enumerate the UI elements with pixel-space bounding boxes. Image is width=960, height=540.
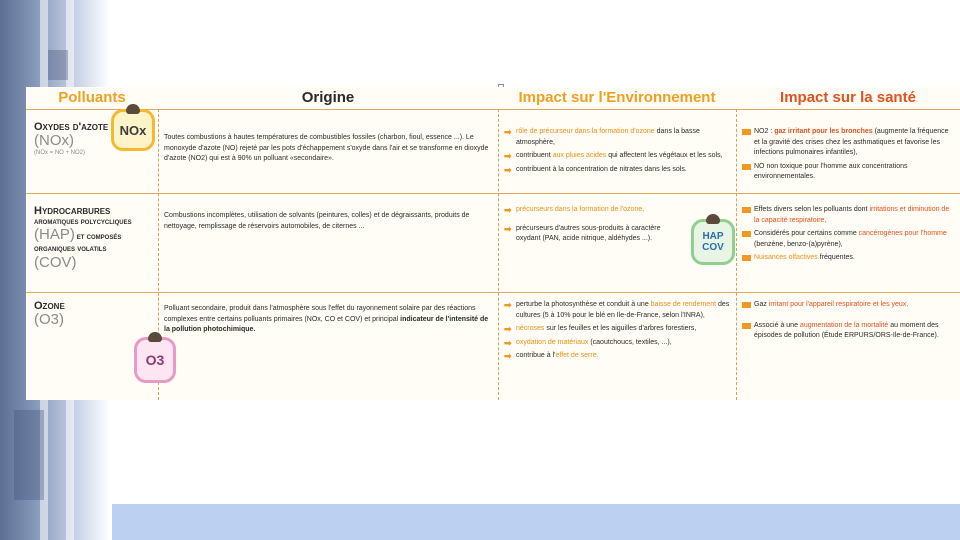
- o3-badge-icon: O3: [134, 337, 176, 383]
- env-cell: [504, 197, 684, 290]
- face-icon: [126, 104, 140, 114]
- table-header: [26, 87, 960, 109]
- list-item: ➡ oxydation de matériaux (caoutchoucs, textiles, ...),: [504, 337, 672, 348]
- list-item: Nuisances olfactives fréquentes.: [742, 253, 956, 264]
- pollutant-abbr: (HAP): [34, 226, 75, 243]
- divider: [26, 193, 960, 194]
- list-item: Considérés pour certains comme cancérogènes pour l'homme (benzène, benzo-(a)pyrène),: [742, 229, 956, 250]
- pollutant-name-2: aromatiques polycycliques: [34, 217, 132, 226]
- decoration-square: [48, 50, 68, 80]
- list-item: NO non toxique pour l'homme aux concentrations environnementales.: [742, 162, 956, 183]
- table-row: [26, 197, 960, 290]
- pollutant-name: Ozone: [34, 300, 65, 312]
- bullet-icon: [742, 255, 751, 261]
- list-item: ➡ contribuent aux pluies acides qui affectent les végétaux et les sols,: [504, 151, 723, 161]
- pollutants-table: [26, 87, 960, 400]
- bullet-icon: [742, 129, 751, 135]
- bullet-icon: [742, 207, 751, 213]
- list-item: ➡ rôle de précurseur dans la formation d'ozone dans la basse atmosphère,: [504, 127, 700, 146]
- list-item: Effets divers selon les polluants dont irritations et diminution de la capacité respiratoire,: [742, 205, 956, 226]
- list-item: ➡ contribue à l'effet de serre.: [504, 351, 599, 361]
- pollutant-abbr: (NOx): [34, 132, 74, 149]
- face-icon: [706, 214, 720, 224]
- origin-cell: Combustions incomplètes, utilisation de solvants (peintures, colles) et de dégraissants, produits de nettoyage, remplissage de réservoirs automobiles, de citernes ...: [164, 212, 470, 230]
- nox-badge-icon: NOx: [111, 109, 155, 151]
- pollutant-name: Oxydes d'azote: [34, 121, 109, 133]
- pollutant-name-3: et composés organiques volatils: [34, 232, 122, 253]
- hap-cov-badge-icon: HAP COV: [691, 219, 735, 265]
- decoration-square: [14, 410, 44, 500]
- pollutant-abbr-2: (COV): [34, 254, 77, 271]
- list-item: ➡ perturbe la photosynthèse et conduit à une baisse de rendement des cultures (5 à 10% pour le blé en Ile-de-France, selon l'INRA),: [504, 300, 730, 319]
- list-item: ➡ nécroses sur les feuilles et les aiguilles d'arbres forestiers,: [504, 324, 697, 334]
- bullet-icon: [742, 323, 751, 329]
- list-item: Associé à une augmentation de la mortalité au moment des épisodes de pollution (Étude ERPURS/ORS-Ile-de-France).: [742, 321, 956, 342]
- origin-cell: Toutes combustions à hautes températures de combustibles fossiles (charbon, fioul, essence ...). Le monoxyde d'azote (NO) rejeté par les pots d'échappement s'oxyde dans l'air et se transforme en dioxyde d'azote (NO2) qui est à 90% un polluant «secondaire».: [164, 134, 489, 162]
- list-item: ➡ précurseurs d'autres sous-produits à caractère oxydant (PAN, acide nitrique, aldéhydes ...).: [504, 223, 661, 242]
- pollutant-cell: [34, 197, 154, 290]
- health-cell: [742, 113, 956, 191]
- pollutant-formula: (NOx = NO + NO2): [34, 150, 86, 156]
- bullet-icon: [742, 164, 751, 170]
- origin-cell: Polluant secondaire, produit dans l'atmosphère sous l'effet du rayonnement solaire par des réactions complexes entre certains polluants primaires (NOx, CO et COV) et principal indicateur de l'intensité de la pollution photochimique.: [164, 305, 489, 333]
- divider: [26, 292, 960, 293]
- health-cell: [742, 197, 956, 290]
- list-item: Gaz irritant pour l'appareil respiratoire et les yeux,: [742, 300, 956, 311]
- pollutant-name: Hydrocarbures: [34, 205, 111, 217]
- header-polluants: Polluants: [58, 89, 126, 106]
- face-icon: [148, 332, 162, 342]
- list-item: NO2 : gaz irritant pour les bronches (augmente la fréquence et la gravité des crises chez les asthmatiques et favorise les infections pulmonaires infantiles),: [742, 127, 956, 159]
- health-cell: [742, 296, 956, 400]
- header-sante: Impact sur la santé: [780, 89, 916, 106]
- header-origine: Origine: [301, 89, 355, 106]
- env-cell: [504, 113, 732, 191]
- divider: [26, 109, 960, 110]
- list-item: ➡ contribuent à la concentration de nitrates dans les sols.: [504, 164, 687, 175]
- bullet-icon: [742, 302, 751, 308]
- bullet-icon: [742, 231, 751, 237]
- slide-bottom-band: [112, 504, 960, 540]
- env-cell: [504, 296, 732, 400]
- header-environnement: Impact sur l'Environnement: [518, 89, 716, 106]
- list-item: ➡ précurseurs dans la formation de l'ozone,: [504, 205, 645, 215]
- pollutant-abbr: (O3): [34, 311, 64, 328]
- table-row: [26, 113, 960, 191]
